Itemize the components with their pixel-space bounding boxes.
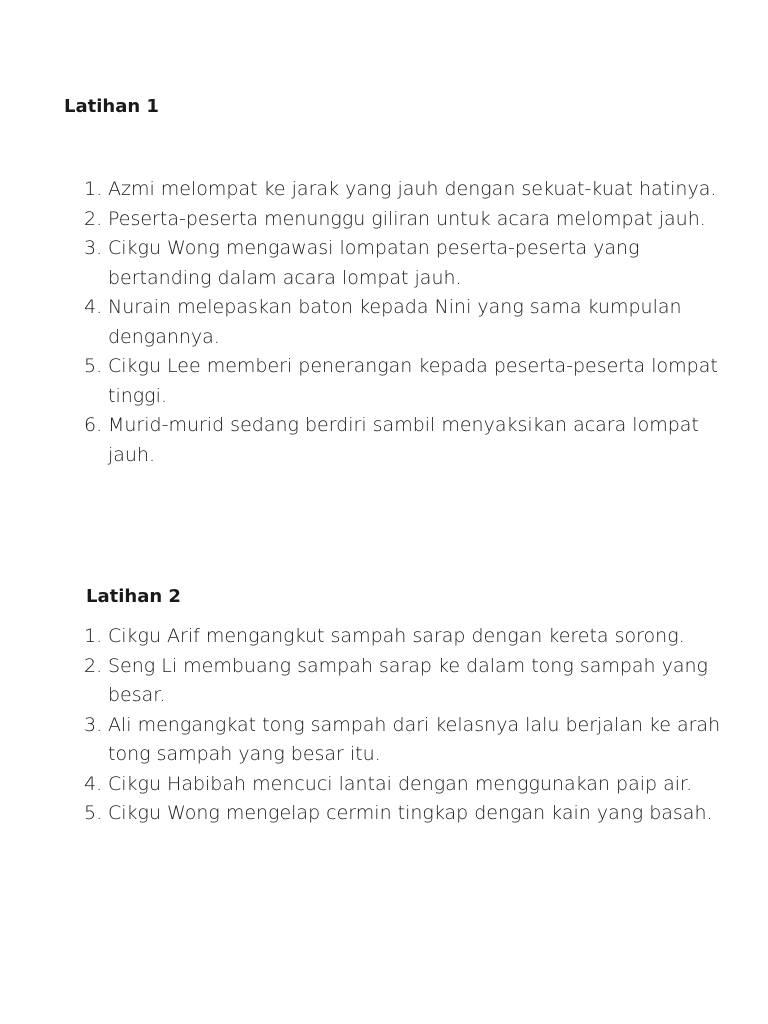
exercise-list-latihan-1 <box>84 175 724 470</box>
list-item <box>84 205 724 235</box>
list-item <box>84 652 724 711</box>
item-number: 6. <box>84 414 103 436</box>
item-number: 4. <box>84 296 103 318</box>
item-text: Nurain melepaskan baton kepada Nini yang sama kumpulan dengannya. <box>108 296 682 348</box>
item-text: Azmi melompat ke jarak yang jauh dengan sekuat-kuat hatinya. <box>108 178 717 200</box>
item-text: Peserta-peserta menunggu giliran untuk acara melompat jauh. <box>108 207 706 230</box>
item-text: Seng Li membuang sampah sarap ke dalam tong sampah yang besar. <box>108 654 708 706</box>
item-number: 3. <box>84 237 103 259</box>
list-item <box>84 411 724 470</box>
item-number: 2. <box>84 654 103 677</box>
list-item <box>84 352 724 411</box>
item-number: 4. <box>84 772 103 795</box>
list-item <box>84 622 724 652</box>
item-number: 1. <box>84 625 103 647</box>
section-title-latihan-2: Latihan 2 <box>86 586 181 607</box>
item-text: Murid-murid sedang berdiri sambil menyaksikan acara lompat jauh. <box>108 414 699 466</box>
list-item <box>84 711 724 770</box>
item-text: Cikgu Wong mengelap cermin tingkap dengan kain yang basah. <box>108 802 713 824</box>
item-text: Cikgu Arif mengangkut sampah sarap dengan kereta sorong. <box>108 625 685 647</box>
item-number: 3. <box>84 713 103 736</box>
item-text: Ali mengangkat tong sampah dari kelasnya lalu berjalan ke arah tong sampah yang besar itu. <box>108 713 721 765</box>
list-item <box>84 293 724 352</box>
list-item <box>84 234 724 293</box>
item-text: Cikgu Lee memberi penerangan kepada peserta-peserta lompat tinggi. <box>108 355 718 407</box>
item-number: 1. <box>84 178 103 200</box>
item-text: Cikgu Habibah mencuci lantai dengan menggunakan paip air. <box>108 772 693 795</box>
item-number: 5. <box>84 802 103 824</box>
item-text: Cikgu Wong mengawasi lompatan peserta-peserta yang bertanding dalam acara lompat jauh. <box>108 237 640 289</box>
list-item <box>84 175 724 205</box>
list-item <box>84 799 724 829</box>
section-title-latihan-1: Latihan 1 <box>64 96 159 117</box>
item-number: 5. <box>84 355 103 377</box>
list-item <box>84 770 724 800</box>
exercise-list-latihan-2 <box>84 622 724 829</box>
item-number: 2. <box>84 207 103 230</box>
